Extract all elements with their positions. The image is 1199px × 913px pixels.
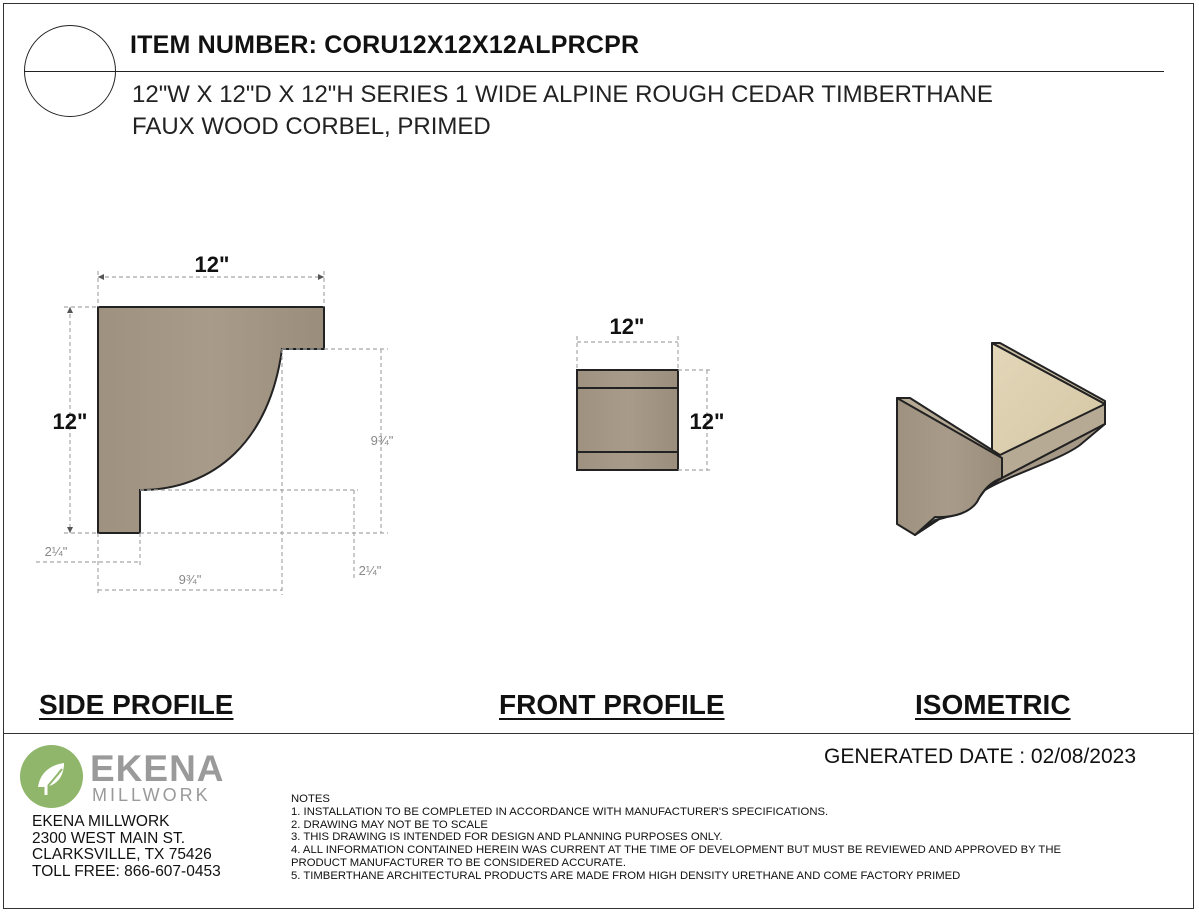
description-line-2: FAUX WOOD CORBEL, PRIMED — [132, 113, 491, 140]
footer-rule — [3, 733, 1194, 734]
note-line: 1. INSTALLATION TO BE COMPLETED IN ACCORDANCE WITH MANUFACTURER'S SPECIFICATIONS. — [291, 805, 829, 818]
isometric-front-face — [897, 398, 1002, 535]
note-line: 2. DRAWING MAY NOT BE TO SCALE — [291, 818, 488, 831]
notes-title: NOTES — [291, 793, 330, 805]
address-line-1: EKENA MILLWORK — [32, 813, 170, 830]
side-height-dimension: 12" — [52, 409, 88, 434]
front-profile-label: FRONT PROFILE — [499, 689, 725, 720]
side-inner-width-dimension: 9¾" — [178, 572, 202, 587]
isometric-label: ISOMETRIC — [915, 689, 1071, 720]
brand-subtitle: MILLWORK — [92, 785, 211, 805]
note-line: 3. THIS DRAWING IS INTENDED FOR DESIGN AND PLANNING PURPOSES ONLY. — [291, 831, 723, 844]
company-address — [32, 814, 221, 880]
front-profile-shape — [577, 370, 678, 470]
address-line-3: CLARKSVILLE, TX 75426 — [32, 846, 212, 863]
description-line-1: 12"W X 12"D X 12"H SERIES 1 WIDE ALPINE ROUGH CEDAR TIMBERTHANE — [132, 81, 993, 108]
front-profile-drawing — [577, 314, 724, 470]
brand-name: EKENA — [90, 748, 225, 789]
side-bottom-right-dimension: 2¼" — [358, 563, 382, 578]
note-line: PRODUCT MANUFACTURER TO BE CONSIDERED ACCURATE. — [291, 856, 626, 869]
side-bottom-left-dimension: 2¼" — [44, 544, 68, 559]
leaf-logo-icon — [20, 745, 83, 808]
note-line: 5. TIMBERTHANE ARCHITECTURAL PRODUCTS ARE MADE FROM HIGH DENSITY URETHANE AND COME FACTORY PRIMED — [291, 869, 961, 882]
address-line-2: 2300 WEST MAIN ST. — [32, 829, 186, 847]
isometric-drawing — [897, 343, 1105, 535]
note-line: 4. ALL INFORMATION CONTAINED HEREIN WAS CURRENT AT THE TIME OF DEVELOPMENT BUT MUST BE REVIEWED AND APPROVED BY THE — [291, 844, 1062, 857]
side-profile-shape — [98, 307, 324, 533]
generated-date: GENERATED DATE : 02/08/2023 — [824, 745, 1137, 768]
side-profile-label: SIDE PROFILE — [39, 689, 234, 720]
side-inner-height-dimension: 9¾" — [370, 433, 394, 448]
notes-block — [291, 793, 1061, 883]
side-profile-drawing — [36, 252, 394, 595]
front-height-dimension: 12" — [689, 409, 725, 434]
item-number: ITEM NUMBER: CORU12X12X12ALPRCPR — [130, 31, 640, 59]
front-width-dimension: 12" — [609, 314, 645, 339]
address-line-4: TOLL FREE: 866-607-0453 — [32, 862, 221, 880]
side-width-dimension: 12" — [194, 252, 230, 277]
